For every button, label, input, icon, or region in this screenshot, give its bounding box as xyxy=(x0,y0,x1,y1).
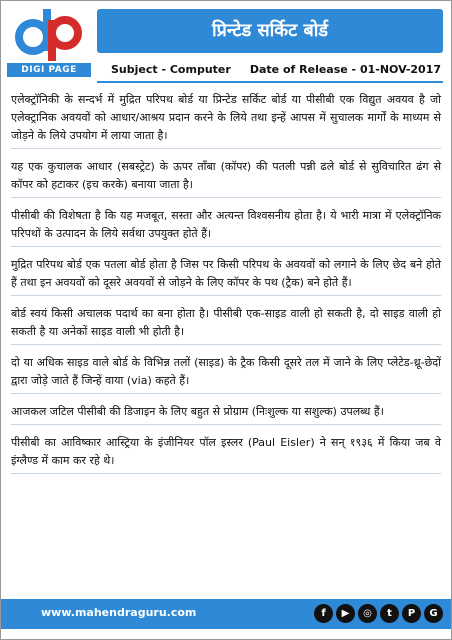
paragraph-5: बोर्ड स्वयं किसी अचालक पदार्थ का बना होता है। पीसीबी एक-साइड वाली हो सकती है, दो साइड वाली हो सकती है या अनेकों साइड वाली भी होती है। xyxy=(11,305,441,345)
paragraph-1: एलेक्ट्रॉनिकी के सन्दर्भ में मुद्रित परिपथ बोर्ड या प्रिन्टेड सर्किट बोर्ड या पीसीबी एक विद्युत अवयव है जो एलेक्ट्रानिक अवयवों को आधार/आश्रय प्रदान करने के लिये तथा इन्हें आपस में सुचालक मार्गों के माध्यम से जोड़ने के लिये उपयोग में लाया जाता है। xyxy=(11,91,441,149)
logo-label: DIGI PAGE xyxy=(7,63,91,77)
paragraph-4: मुद्रित परिपथ बोर्ड एक पतला बोर्ड होता है जिस पर किसी परिपथ के अवयवों को लगाने के लिए छेद बने होते हैं तथा इन अवयवों को दूसरे अवयवों से जोड़ने के लिए कॉपर के पथ (ट्रैक) बने होते हैं। xyxy=(11,256,441,296)
gplus-icon[interactable]: G xyxy=(424,604,443,623)
release-label: Date of Release - xyxy=(249,63,357,76)
dp-logo-icon xyxy=(13,7,85,61)
paragraph-6: दो या अधिक साइड वाले बोर्ड के विभिन्न तलों (साइड) के ट्रैक किसी दूसरे तल में जाने के लिए प्लेटेड-थ्रू-छेदों द्वारा जोड़े जाते हैं जिन्हें वाया (via) कहते हैं। xyxy=(11,354,441,394)
website-link[interactable]: www.mahendraguru.com xyxy=(41,606,197,619)
twitter-icon[interactable]: t xyxy=(380,604,399,623)
release-date: 01-NOV-2017 xyxy=(359,63,441,76)
paragraph-2: यह एक कुचालक आधार (सबस्ट्रेट) के ऊपर ताँबा (कॉपर) की पतली पन्नी ढले बोर्ड से सुविचारित ढंग से कॉपर को हटाकर (इच करके) बनाया जाता है। xyxy=(11,158,441,198)
header-divider xyxy=(97,81,443,83)
subject-label: Subject - Computer xyxy=(111,63,231,76)
subject-row xyxy=(97,61,443,79)
header xyxy=(1,1,451,85)
facebook-icon[interactable]: f xyxy=(314,604,333,623)
youtube-icon[interactable]: ▶ xyxy=(336,604,355,623)
release-info xyxy=(250,63,441,76)
footer xyxy=(1,599,451,629)
page-title: प्रिन्टेड सर्किट बोर्ड xyxy=(97,9,443,53)
digi-page-logo xyxy=(7,7,91,79)
paragraph-7: आजकल जटिल पीसीबी की डिजाइन के लिए बहुत से प्रोग्राम (निःशुल्क या सशुल्क) उपलब्ध हैं। xyxy=(11,403,441,425)
paragraph-3: पीसीबी की विशेषता है कि यह मजबूत, सस्ता और अत्यन्त विश्वसनीय होता है। ये भारी मात्रा में एलेक्ट्रॉनिक परिपथों के उत्पादन के लिये सर्वथा उपयुक्त होते हैं। xyxy=(11,207,441,247)
article-body xyxy=(11,91,441,591)
social-icons xyxy=(314,604,443,623)
paragraph-8: पीसीबी का आविष्कार आस्ट्रिया के इंजीनियर पॉल इस्लर (Paul Eisler) ने सन् १९३६ में किया जब वे इंग्लैण्ड में काम कर रहे थे। xyxy=(11,434,441,474)
pinterest-icon[interactable]: P xyxy=(402,604,421,623)
instagram-icon[interactable]: ◎ xyxy=(358,604,377,623)
